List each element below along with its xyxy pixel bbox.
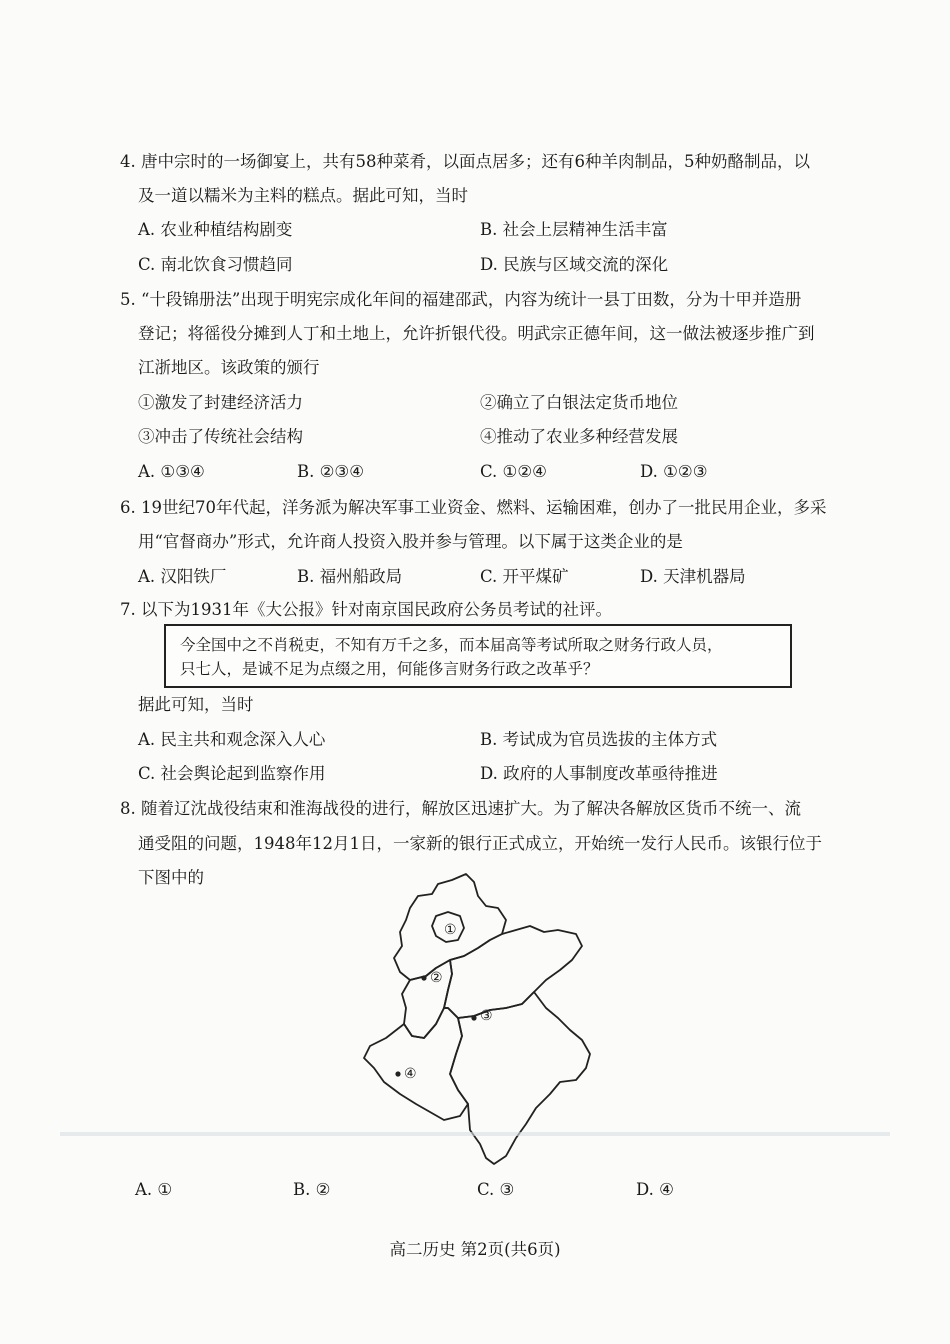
q4-line2: 及一道以糯米为主料的糕点。据此可知，当时	[138, 186, 468, 205]
q8-option-d: D. ④	[636, 1180, 674, 1199]
q6-line2: 用“官督商办”形式，允许商人投资入股并参与管理。以下属于这类企业的是	[138, 532, 683, 551]
map-region-2	[402, 960, 452, 1038]
q8-line1: 8. 随着辽沈战役结束和淮海战役的进行，解放区迅速扩大。为了解决各解放区货币不统一、流	[120, 799, 801, 818]
q7-option-a: A. 民主共和观念深入人心	[138, 730, 326, 749]
map-label-4: ④	[404, 1066, 417, 1082]
q7-line2: 据此可知，当时	[138, 695, 254, 714]
q6-option-d: D. 天津机器局	[640, 567, 746, 586]
map-region-southeast	[450, 992, 590, 1164]
q4-option-c: C. 南北饮食习惯趋同	[138, 255, 293, 274]
q8-line3: 下图中的	[138, 868, 204, 887]
q7-line1: 7. 以下为1931年《大公报》针对南京国民政府公务员考试的社评。	[120, 600, 612, 619]
q4-option-b: B. 社会上层精神生活丰富	[480, 220, 668, 239]
q4-option-d: D. 民族与区域交流的深化	[480, 255, 669, 274]
map-dot-2	[421, 975, 426, 980]
q5-item-3: ③冲击了传统社会结构	[138, 427, 303, 446]
q5-line1: 5. “十段锦册法”出现于明宪宗成化年间的福建邵武，内容为统计一县丁田数，分为十甲并造册	[120, 290, 802, 309]
q5-item-4: ④推动了农业多种经营发展	[480, 427, 678, 446]
q5-option-b: B. ②③④	[297, 462, 364, 481]
q6-option-b: B. 福州船政局	[297, 567, 403, 586]
map-outline-svg	[340, 868, 610, 1173]
q6-option-c: C. 开平煤矿	[480, 567, 569, 586]
q6-option-a: A. 汉阳铁厂	[138, 567, 227, 586]
q5-line3: 江浙地区。该政策的颁行	[138, 358, 320, 377]
map-label-3: ③	[480, 1008, 493, 1024]
q7-quote-line2: 只七人，是诚不足为点缀之用，何能侈言财务行政之改革乎？	[180, 660, 599, 678]
q7-option-c: C. 社会舆论起到监察作用	[138, 764, 326, 783]
north-china-map	[340, 868, 610, 1173]
map-dot-3	[471, 1015, 476, 1020]
q5-option-d: D. ①②③	[640, 462, 708, 481]
map-city-dots	[395, 975, 476, 1076]
scan-artifact-line	[60, 1132, 890, 1136]
q7-quote-box	[164, 624, 792, 688]
q7-option-d: D. 政府的人事制度改革亟待推进	[480, 764, 718, 783]
q4-option-a: A. 农业种植结构剧变	[138, 220, 293, 239]
q6-line1: 6. 19世纪70年代起，洋务派为解决军事工业资金、燃料、运输困难，创办了一批民用企业，多采	[120, 498, 827, 517]
q5-option-c: C. ①②④	[480, 462, 547, 481]
q7-quote-line1: 今全国中之不肖税吏，不知有万千之多，而本届高等考试所取之财务行政人员，	[180, 636, 723, 654]
q8-option-c: C. ③	[477, 1180, 515, 1199]
map-dot-4	[395, 1071, 400, 1076]
q8-option-a: A. ①	[135, 1180, 173, 1199]
q5-item-1: ①激发了封建经济活力	[138, 393, 303, 412]
q8-line2: 通受阻的问题，1948年12月1日，一家新的银行正式成立，开始统一发行人民币。该银行位于	[138, 834, 822, 853]
q7-option-b: B. 考试成为官员选拔的主体方式	[480, 730, 718, 749]
map-label-1: ①	[444, 922, 457, 938]
map-region-3	[444, 926, 582, 1018]
q5-option-a: A. ①③④	[138, 462, 205, 481]
q4-line1: 4. 唐中宗时的一场御宴上，共有58种菜肴，以面点居多；还有6种羊肉制品，5种奶酪制品，以	[120, 152, 810, 171]
map-label-2: ②	[430, 970, 443, 986]
q5-item-2: ②确立了白银法定货币地位	[480, 393, 678, 412]
page-footer: 高二历史 第2页(共6页)	[389, 1240, 561, 1259]
q5-line2: 登记；将徭役分摊到人丁和土地上，允许折银代役。明武宗正德年间，这一做法被逐步推广到	[138, 324, 815, 343]
q8-option-b: B. ②	[293, 1180, 331, 1199]
